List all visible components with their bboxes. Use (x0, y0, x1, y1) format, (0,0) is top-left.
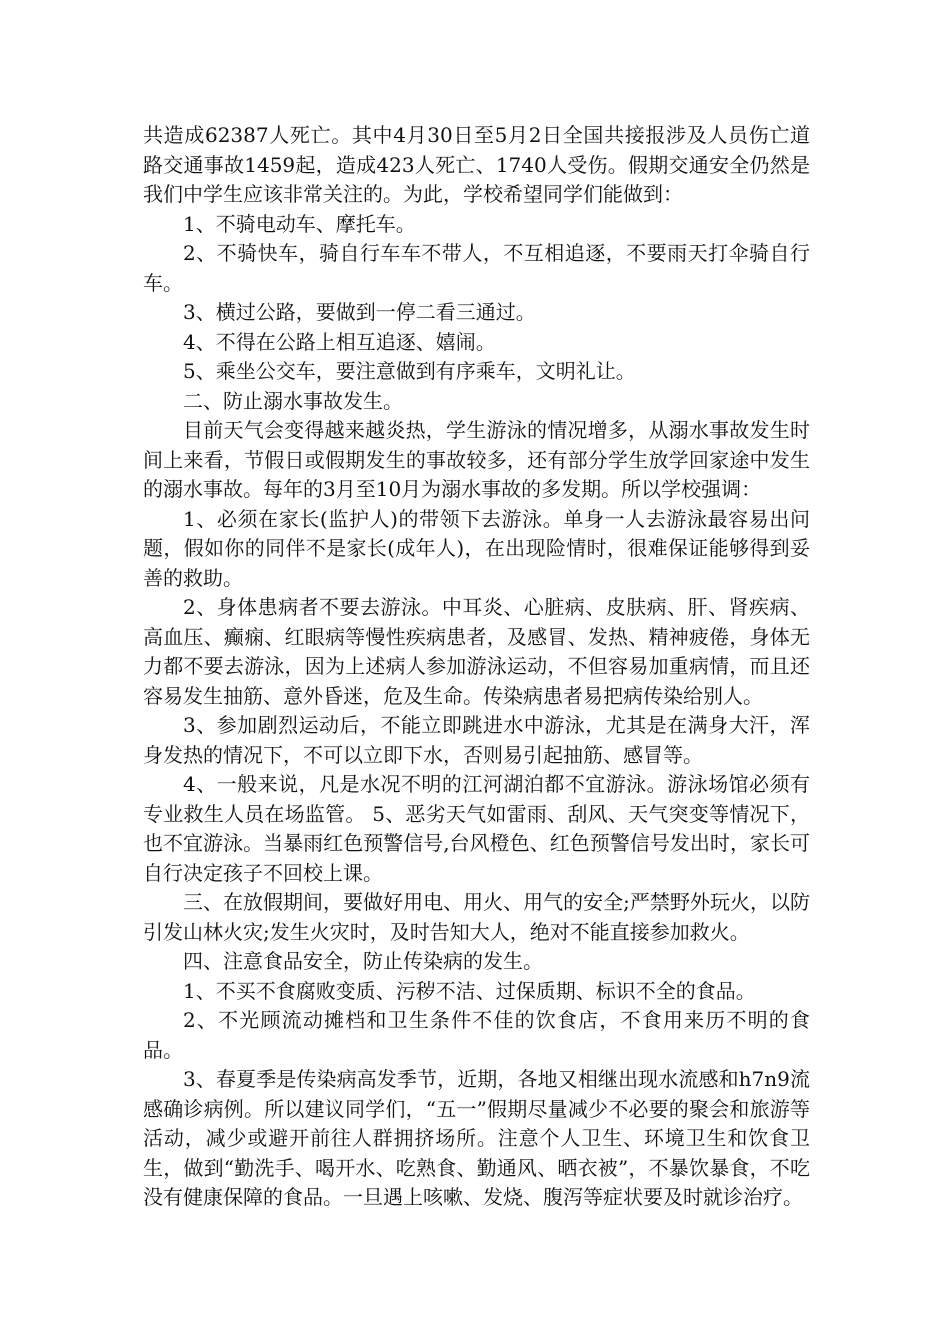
section-heading: 二、防止溺水事故发生。 (183, 388, 403, 413)
paragraph: 2、身体患病者不要去游泳。中耳炎、心脏病、皮肤病、肝、肾疾病、高血压、癫痫、红眼病等慢性疾病患者，及感冒、发热、精神疲倦，身体无力都不要去游泳，因为上述病人参加游泳运动，不但容易加重病情，而且还容易发生抽筋、意外昏迷，危及生命。传染病患者易把病传染给别人。 (143, 595, 810, 708)
section-heading: 四、注意食品安全，防止传染病的发生。 (183, 949, 543, 973)
paragraph: 1、不买不食腐败变质、污秽不洁、过保质期、标识不全的食品。 (183, 978, 756, 1003)
paragraph: 2、不光顾流动摊档和卫生条件不佳的饮食店，不食用来历不明的食品。 (143, 1008, 810, 1062)
paragraph: 1、不骑电动车、摩托车。 (183, 211, 416, 236)
paragraph: 3、横过公路，要做到一停二看三通过。 (183, 300, 536, 324)
paragraph: 3、春夏季是传染病高发季节，近期，各地又相继出现水流感和h7n9流感确诊病例。所以建议同学们，“五一”假期尽量减少不必要的聚会和旅游等活动，减少或避开前往人群拥挤场所。注意个人卫生、环境卫生和饮食卫生，做到“勤洗手、喝开水、吃熟食、勤通风、晒衣被”，不暴饮暴食，不吃没有健康保障的食品。一旦遇上咳嗽、发烧、腹泻等症状要及时就诊治疗。 (143, 1067, 810, 1209)
paragraph: 4、一般来说，凡是水况不明的江河湖泊都不宜游泳。游泳场馆必须有专业救生人员在场监管。 5、恶劣天气如雷雨、刮风、天气突变等情况下，也不宜游泳。当暴雨红色预警信号,台风橙色、红色预警信号发出时，家长可自行决定孩子不回校上课。 (143, 772, 810, 885)
paragraph: 5、乘坐公交车，要注意做到有序乘车，文明礼让。 (183, 359, 636, 383)
paragraph: 2、不骑快车，骑自行车车不带人，不互相追逐，不要雨天打伞骑自行车。 (143, 241, 810, 295)
paragraph: 共造成62387人死亡。其中4月30日至5月2日全国共接报涉及人员伤亡道路交通事故1459起，造成423人死亡、1740人受伤。假期交通安全仍然是我们中学生应该非常关注的。为此，学校希望同学们能做到： (143, 123, 810, 206)
section-heading: 三、在放假期间，要做好用电、用火、用气的安全;严禁野外玩火，以防引发山林火灾;发生火灾时，及时告知大人，绝对不能直接参加救火。 (143, 890, 810, 944)
paragraph: 目前天气会变得越来越炎热，学生游泳的情况增多，从溺水事故发生时间上来看，节假日或假期发生的事故较多，还有部分学生放学回家途中发生的溺水事故。每年的3月至10月为溺水事故的多发期。所以学校强调： (143, 418, 810, 501)
document-body (143, 121, 810, 1213)
paragraph: 3、参加剧烈运动后，不能立即跳进水中游泳，尤其是在满身大汗，浑身发热的情况下，不可以立即下水，否则易引起抽筋、感冒等。 (143, 713, 810, 767)
paragraph: 4、不得在公路上相互追逐、嬉闹。 (183, 329, 496, 354)
paragraph: 1、必须在家长(监护人)的带领下去游泳。单身一人去游泳最容易出问题，假如你的同伴不是家长(成年人)，在出现险情时，很难保证能够得到妥善的救助。 (143, 506, 810, 590)
